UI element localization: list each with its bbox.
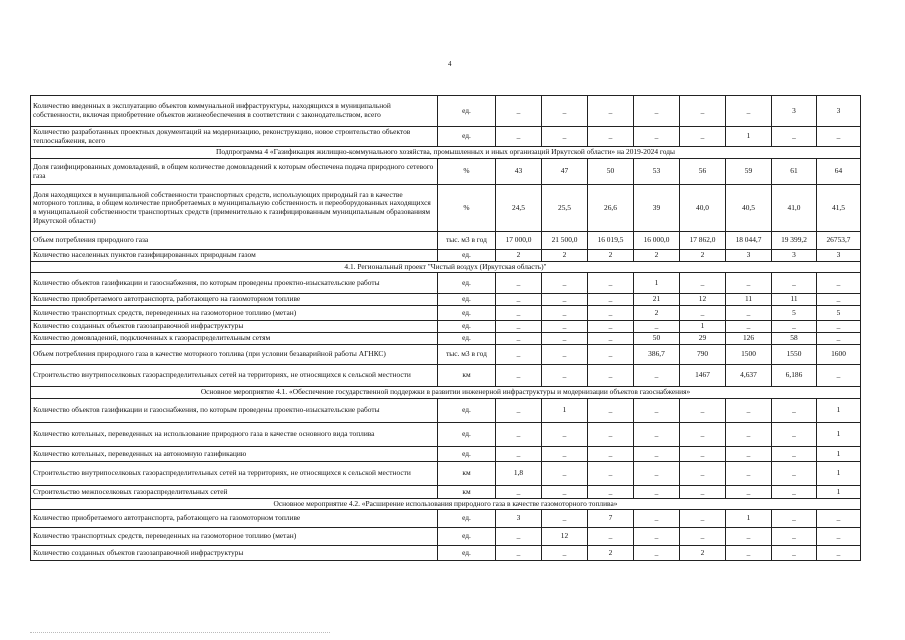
value-cell: 21 [634, 294, 680, 306]
unit-cell: ед. [438, 447, 496, 462]
value-cell: _ [496, 345, 542, 365]
indicator-name: Количество введенных в эксплуатацию объектов коммунальной инфраструктуры, находящихся в муниципальной собственности, включая приобретение объектов жизнеобеспечения в соответствии с законодательством, всего [31, 96, 438, 127]
unit-cell: ед. [438, 528, 496, 546]
value-cell: _ [588, 447, 634, 462]
value-cell: _ [542, 510, 588, 528]
indicator-name: Объем потребления природного газа [31, 232, 438, 250]
indicator-name: Количество котельных, переведенных на использование природного газа в качестве основного вида топлива [31, 423, 438, 447]
table-row [31, 273, 861, 294]
value-cell: 2 [588, 250, 634, 262]
value-cell: _ [680, 528, 726, 546]
value-cell: _ [634, 96, 680, 127]
value-cell: _ [588, 486, 634, 499]
value-cell: 1 [817, 462, 861, 486]
section-header-row [31, 147, 861, 159]
indicator-name: Объем потребления природного газа в качестве моторного топлива (при условии безаварийной работы АГНКС) [31, 345, 438, 365]
value-cell: _ [680, 462, 726, 486]
value-cell: _ [726, 528, 772, 546]
value-cell: _ [496, 528, 542, 546]
table-row [31, 321, 861, 333]
table-row [31, 528, 861, 546]
section-header-row [31, 387, 861, 399]
table-row [31, 294, 861, 306]
value-cell: _ [726, 306, 772, 321]
unit-cell: % [438, 159, 496, 185]
value-cell: _ [680, 273, 726, 294]
value-cell: _ [542, 96, 588, 127]
value-cell: _ [772, 462, 817, 486]
value-cell: _ [680, 423, 726, 447]
value-cell: _ [496, 321, 542, 333]
table-row [31, 185, 861, 232]
value-cell: _ [772, 447, 817, 462]
value-cell: _ [588, 399, 634, 423]
value-cell: 1,8 [496, 462, 542, 486]
value-cell: 19 399,2 [772, 232, 817, 250]
unit-cell: ед. [438, 510, 496, 528]
value-cell: _ [634, 365, 680, 387]
value-cell: _ [726, 486, 772, 499]
value-cell: _ [634, 127, 680, 147]
section-header-row [31, 262, 861, 273]
value-cell: _ [817, 321, 861, 333]
value-cell: 1550 [772, 345, 817, 365]
value-cell: 24,5 [496, 185, 542, 232]
value-cell: _ [634, 399, 680, 423]
section-title: Основное мероприятие 4.1. «Обеспечение государственной поддержки в развитии инженерной инфраструктуры и модернизации объектов газоснабжения» [31, 387, 861, 399]
indicator-name: Доля газифицированных домовладений, в общем количестве домовладений к которым обеспечена подача природного сетевого газа [31, 159, 438, 185]
value-cell: _ [496, 546, 542, 561]
value-cell: 3 [726, 250, 772, 262]
table-row [31, 365, 861, 387]
value-cell: _ [726, 462, 772, 486]
indicator-name: Количество транспортных средств, переведенных на газомоторное топливо (метан) [31, 528, 438, 546]
table-row [31, 447, 861, 462]
value-cell: _ [726, 321, 772, 333]
indicator-name: Количество разработанных проектных документаций на модернизацию, реконструкцию, новое строительство объектов теплоснабжения, всего [31, 127, 438, 147]
value-cell: _ [496, 399, 542, 423]
value-cell: _ [496, 365, 542, 387]
section-title: Подпрограмма 4 «Газификация жилищно-коммунального хозяйства, промышленных и иных организаций Иркутской области» на 2019-2024 годы [31, 147, 861, 159]
value-cell: _ [817, 528, 861, 546]
value-cell: _ [680, 306, 726, 321]
value-cell: _ [772, 127, 817, 147]
value-cell: _ [588, 365, 634, 387]
value-cell: _ [588, 273, 634, 294]
value-cell: _ [680, 447, 726, 462]
value-cell: _ [496, 306, 542, 321]
indicator-name: Строительство межпоселковых газораспределительных сетей [31, 486, 438, 499]
value-cell: _ [772, 321, 817, 333]
value-cell: _ [588, 96, 634, 127]
value-cell: 5 [772, 306, 817, 321]
page-number: 4 [448, 60, 452, 68]
value-cell: 3 [817, 96, 861, 127]
value-cell: 790 [680, 345, 726, 365]
table-row [31, 399, 861, 423]
value-cell: 43 [496, 159, 542, 185]
value-cell: 53 [634, 159, 680, 185]
table-row [31, 250, 861, 262]
unit-cell: % [438, 185, 496, 232]
value-cell: _ [542, 345, 588, 365]
indicator-name: Количество приобретаемого автотранспорта, работающего на газомоторном топливе [31, 510, 438, 528]
indicator-name: Строительство внутрипоселковых газораспределительных сетей на территориях, не относящихся к сельской местности [31, 365, 438, 387]
value-cell: 56 [680, 159, 726, 185]
value-cell: _ [817, 510, 861, 528]
unit-cell: ед. [438, 321, 496, 333]
section-header-row [31, 499, 861, 510]
value-cell: 3 [817, 250, 861, 262]
value-cell: _ [817, 333, 861, 345]
value-cell: 59 [726, 159, 772, 185]
value-cell: _ [588, 294, 634, 306]
value-cell: 26753,7 [817, 232, 861, 250]
unit-cell: ед. [438, 96, 496, 127]
value-cell: _ [496, 273, 542, 294]
value-cell: 11 [726, 294, 772, 306]
value-cell: _ [634, 321, 680, 333]
value-cell: _ [542, 306, 588, 321]
section-title: Основное мероприятие 4.2. «Расширение использования природного газа в качестве газомоторного топлива» [31, 499, 861, 510]
scan-artifact [30, 632, 330, 635]
unit-cell: ед. [438, 273, 496, 294]
value-cell: _ [496, 294, 542, 306]
value-cell: 1 [817, 423, 861, 447]
value-cell: 61 [772, 159, 817, 185]
value-cell: _ [680, 127, 726, 147]
table-row [31, 462, 861, 486]
table-row [31, 423, 861, 447]
indicator-name: Количество созданных объектов газозаправочной инфраструктуры [31, 321, 438, 333]
value-cell: 1 [542, 399, 588, 423]
value-cell: _ [634, 447, 680, 462]
indicator-name: Количество транспортных средств, переведенных на газомоторное топливо (метан) [31, 306, 438, 321]
value-cell: 2 [588, 546, 634, 561]
value-cell: 126 [726, 333, 772, 345]
table-row [31, 333, 861, 345]
value-cell: _ [680, 510, 726, 528]
value-cell: _ [542, 321, 588, 333]
value-cell: _ [588, 423, 634, 447]
value-cell: 4,637 [726, 365, 772, 387]
unit-cell: ед. [438, 127, 496, 147]
value-cell: _ [496, 96, 542, 127]
value-cell: 16 019,5 [588, 232, 634, 250]
value-cell: _ [772, 273, 817, 294]
value-cell: _ [588, 321, 634, 333]
value-cell: 1467 [680, 365, 726, 387]
indicator-name: Доля находящихся в муниципальной собственности транспортных средств, использующих природный газ в качестве моторного топлива, в общем количестве приобретаемых в муниципальную собственность и переоборудованных находящихся в муниципальной собственности транспортных средств (применительно к газифицированным муниципальным образованиям Иркутской области) [31, 185, 438, 232]
value-cell: 39 [634, 185, 680, 232]
indicators-table [30, 95, 861, 561]
value-cell: _ [496, 486, 542, 499]
value-cell: _ [634, 423, 680, 447]
value-cell: 1 [680, 321, 726, 333]
indicator-name: Количество созданных объектов газозаправочной инфраструктуры [31, 546, 438, 561]
value-cell: _ [542, 447, 588, 462]
indicator-name: Количество населенных пунктов газифицированных природным газом [31, 250, 438, 262]
table-row [31, 306, 861, 321]
value-cell: _ [817, 273, 861, 294]
value-cell: 1 [726, 510, 772, 528]
value-cell: 1 [817, 486, 861, 499]
value-cell: 3 [496, 510, 542, 528]
unit-cell: км [438, 365, 496, 387]
value-cell: _ [542, 462, 588, 486]
unit-cell: тыс. м3 в год [438, 345, 496, 365]
table-row [31, 486, 861, 499]
value-cell: _ [588, 333, 634, 345]
value-cell: _ [542, 546, 588, 561]
table-row [31, 546, 861, 561]
value-cell: _ [634, 510, 680, 528]
unit-cell: ед. [438, 250, 496, 262]
value-cell: 1 [726, 127, 772, 147]
value-cell: 47 [542, 159, 588, 185]
value-cell: _ [680, 399, 726, 423]
value-cell: 1 [817, 399, 861, 423]
value-cell: _ [542, 365, 588, 387]
value-cell: 12 [542, 528, 588, 546]
value-cell: _ [588, 306, 634, 321]
value-cell: _ [726, 546, 772, 561]
value-cell: _ [634, 546, 680, 561]
value-cell: 40,0 [680, 185, 726, 232]
value-cell: 386,7 [634, 345, 680, 365]
value-cell: _ [542, 273, 588, 294]
table-row [31, 96, 861, 127]
value-cell: _ [726, 447, 772, 462]
value-cell: _ [588, 345, 634, 365]
unit-cell: ед. [438, 399, 496, 423]
value-cell: _ [772, 528, 817, 546]
value-cell: _ [817, 294, 861, 306]
value-cell: _ [542, 333, 588, 345]
table-row [31, 345, 861, 365]
value-cell: 2 [680, 250, 726, 262]
value-cell: _ [772, 486, 817, 499]
value-cell: _ [496, 423, 542, 447]
value-cell: _ [772, 423, 817, 447]
value-cell: _ [817, 546, 861, 561]
value-cell: 3 [772, 250, 817, 262]
value-cell: _ [726, 96, 772, 127]
value-cell: 50 [634, 333, 680, 345]
value-cell: 50 [588, 159, 634, 185]
value-cell: _ [680, 96, 726, 127]
indicator-name: Количество котельных, переведенных на автономную газификацию [31, 447, 438, 462]
indicator-name: Количество приобретаемого автотранспорта, работающего на газомоторном топливе [31, 294, 438, 306]
unit-cell: ед. [438, 333, 496, 345]
unit-cell: ед. [438, 423, 496, 447]
value-cell: 1500 [726, 345, 772, 365]
value-cell: 1 [817, 447, 861, 462]
value-cell: _ [542, 423, 588, 447]
indicator-name: Количество объектов газификации и газоснабжения, по которым проведены проектно-изыскательские работы [31, 273, 438, 294]
value-cell: _ [726, 273, 772, 294]
value-cell: _ [772, 546, 817, 561]
indicator-name: Количество объектов газификации и газоснабжения, по которым проведены проектно-изыскательские работы [31, 399, 438, 423]
value-cell: 11 [772, 294, 817, 306]
table-row [31, 510, 861, 528]
value-cell: _ [496, 127, 542, 147]
value-cell: _ [496, 447, 542, 462]
value-cell: 17 000,0 [496, 232, 542, 250]
value-cell: 1600 [817, 345, 861, 365]
table-row [31, 232, 861, 250]
value-cell: _ [496, 333, 542, 345]
value-cell: _ [542, 294, 588, 306]
value-cell: _ [680, 486, 726, 499]
value-cell: 2 [634, 306, 680, 321]
unit-cell: ед. [438, 306, 496, 321]
value-cell: _ [588, 462, 634, 486]
value-cell: 25,5 [542, 185, 588, 232]
table-row [31, 127, 861, 147]
unit-cell: км [438, 462, 496, 486]
indicator-name: Строительство внутрипоселковых газораспределительных сетей на территориях, не относящихся к сельской местности [31, 462, 438, 486]
value-cell: _ [726, 399, 772, 423]
value-cell: 40,5 [726, 185, 772, 232]
value-cell: 7 [588, 510, 634, 528]
value-cell: 58 [772, 333, 817, 345]
value-cell: _ [726, 423, 772, 447]
value-cell: 2 [680, 546, 726, 561]
value-cell: 2 [634, 250, 680, 262]
value-cell: 21 500,0 [542, 232, 588, 250]
value-cell: 12 [680, 294, 726, 306]
unit-cell: км [438, 486, 496, 499]
section-title: 4.1. Региональный проект "Чистый воздух (Иркутская область)" [31, 262, 861, 273]
indicator-name: Количество домовладений, подключенных к газораспределительным сетям [31, 333, 438, 345]
table-row [31, 159, 861, 185]
value-cell: 26,6 [588, 185, 634, 232]
value-cell: 2 [542, 250, 588, 262]
value-cell: _ [634, 486, 680, 499]
value-cell: 17 862,0 [680, 232, 726, 250]
value-cell: _ [772, 510, 817, 528]
unit-cell: ед. [438, 546, 496, 561]
value-cell: 18 044,7 [726, 232, 772, 250]
value-cell: _ [542, 486, 588, 499]
value-cell: 41,0 [772, 185, 817, 232]
value-cell: 1 [634, 273, 680, 294]
value-cell: _ [817, 365, 861, 387]
value-cell: _ [772, 399, 817, 423]
value-cell: _ [634, 528, 680, 546]
value-cell: _ [542, 127, 588, 147]
value-cell: _ [588, 528, 634, 546]
value-cell: _ [634, 462, 680, 486]
value-cell: 3 [772, 96, 817, 127]
value-cell: 41,5 [817, 185, 861, 232]
value-cell: 6,186 [772, 365, 817, 387]
unit-cell: ед. [438, 294, 496, 306]
value-cell: _ [588, 127, 634, 147]
unit-cell: тыс. м3 в год [438, 232, 496, 250]
value-cell: 2 [496, 250, 542, 262]
value-cell: 16 000,0 [634, 232, 680, 250]
value-cell: 5 [817, 306, 861, 321]
value-cell: _ [817, 127, 861, 147]
value-cell: 64 [817, 159, 861, 185]
value-cell: 29 [680, 333, 726, 345]
